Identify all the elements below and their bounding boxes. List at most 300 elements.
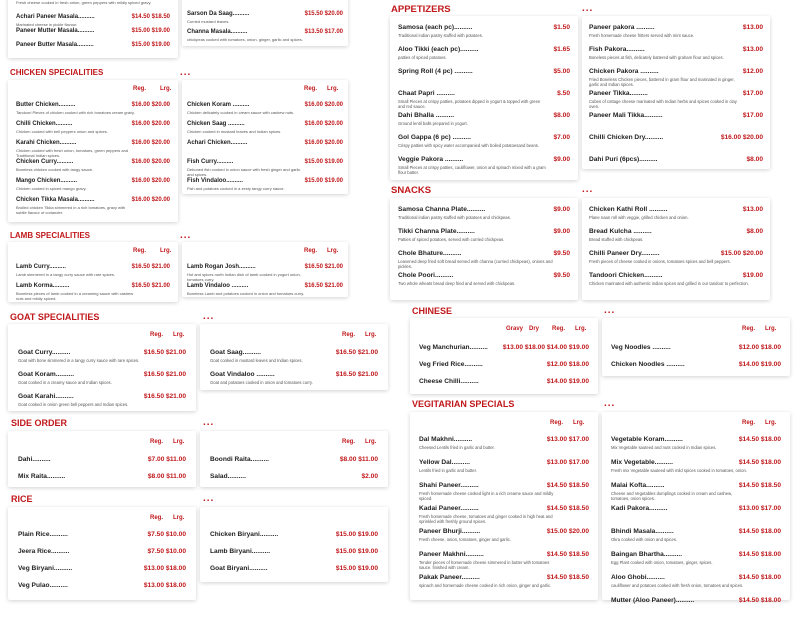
column-header: Reg. <box>150 439 164 445</box>
menu-item-price: $16.00 $20.00 <box>304 140 343 146</box>
menu-item-name: Kadai Paneer.......... <box>419 505 479 512</box>
menu-item[interactable] <box>398 206 570 226</box>
menu-item[interactable] <box>589 134 763 154</box>
menu-item-price: $14.50 $18.00 <box>738 528 781 535</box>
card-lamb-left <box>8 242 178 302</box>
column-header: Lrg. <box>173 332 185 338</box>
menu-item-name: Salad.......... <box>210 473 246 480</box>
menu-item[interactable] <box>18 582 186 597</box>
menu-item-price: $15.00 $19.00 <box>131 28 170 34</box>
column-header: Reg. <box>550 420 564 426</box>
card-lamb-right <box>182 242 348 297</box>
menu-item[interactable] <box>611 482 781 503</box>
menu-item-name: Sarson Da Saag.......... <box>187 11 250 17</box>
menu-item-name: Lamb Korma.......... <box>16 283 70 289</box>
menu-item-name: Achari Chicken.......... <box>187 140 248 146</box>
menu-item[interactable] <box>398 68 570 88</box>
menu-item[interactable] <box>589 250 763 270</box>
menu-item-price: $19.00 <box>742 272 763 279</box>
menu-item-price: $14.50 $18.00 <box>738 597 781 604</box>
column-header: Lrg. <box>327 86 339 92</box>
menu-item-price: $.50 <box>557 90 570 97</box>
menu-item[interactable] <box>187 264 343 281</box>
column-header: Lrg. <box>173 439 185 445</box>
menu-item-price: $14.50 $18.50 <box>546 505 589 512</box>
menu-item-name: Bhindi Masala.......... <box>611 528 674 535</box>
menu-item-name: Aloo Ghobi.......... <box>611 574 665 581</box>
menu-item-name: Mutter (Aloo Paneer).......... <box>611 597 695 604</box>
menu-item-description: Goat cooked in onion green bell peppers and Indian spices. <box>18 402 129 407</box>
menu-item[interactable] <box>398 46 570 66</box>
menu-item-price: $14.50 $18.00 <box>738 459 781 466</box>
menu-item-name: Paneer Tikka.......... <box>589 90 648 97</box>
menu-item-price: $16.50 $21.00 <box>143 349 186 356</box>
menu-item[interactable] <box>16 264 170 281</box>
column-header: Lrg. <box>365 439 377 445</box>
column-header: Lrg. <box>173 515 185 521</box>
menu-item[interactable] <box>419 459 589 480</box>
menu-item-description: Lentils fried in garlic and butter. <box>419 468 477 473</box>
menu-item-description: Crispy patties with spicy water accompanied with boiled potatoesand beans. <box>398 143 540 148</box>
menu-item-description: Mix Vegetable sauteed and nuts cooked in Indian spices. <box>611 445 717 450</box>
menu-item-price: $7.00 <box>553 134 570 141</box>
menu-item-description: patties of spiced potatoes. <box>398 55 447 60</box>
column-header: Lrg. <box>327 248 339 254</box>
menu-item-description: Cheesed Lentils fried in garlic and butter. <box>419 445 495 450</box>
menu-item-description: Okra cooked with onion and spices. <box>611 537 678 542</box>
menu-item-price: $16.50 $21.00 <box>143 371 186 378</box>
menu-item-price: $16.50 $21.00 <box>131 283 170 289</box>
menu-item[interactable] <box>210 349 378 369</box>
menu-item-description: Goat with bone simmered in a tangy curry sauce with rare spices. <box>18 358 140 363</box>
column-header: Lrg. <box>575 326 587 332</box>
menu-item-description: Chicken cooked with fresh onion, tomatoes, green peppers and Traditional Indian spices. <box>16 148 129 158</box>
menu-item-name: Paneer Mali Tikka.......... <box>589 112 663 119</box>
menu-item-name: Chicken Saag .......... <box>187 121 245 127</box>
menu-item-name: Lamb Rogan Josh.......... <box>187 264 256 270</box>
column-header: Dry <box>529 326 540 332</box>
more-dots[interactable]: ... <box>203 417 215 428</box>
section-heading-lamb: LAMB SPECIALITIES <box>10 231 91 240</box>
menu-item-description: Fish and potatoes cooked in a zesty tangy curry sauce. <box>187 186 285 191</box>
menu-item-name: Aloo Tikki (each pc).......... <box>398 46 479 53</box>
menu-item[interactable] <box>398 112 570 132</box>
menu-item-price: $13.00 <box>742 206 763 213</box>
menu-item-name: Veg Biryani.......... <box>18 565 73 572</box>
column-header: Lrg. <box>573 420 585 426</box>
menu-item-price: $16.00 $20.00 <box>131 121 170 127</box>
menu-item-price: $14.50 $18.50 <box>738 482 781 489</box>
menu-item-name: Tikki Channa Plate.......... <box>398 228 475 235</box>
menu-item-name: Dahi Puri (6pcs).......... <box>589 156 658 163</box>
menu-item-description: Fried Boneless Chicken pieces, battered in gram flour and marinated in ginger, garlic and Indian spices. <box>589 77 735 87</box>
section-heading-rice: RICE <box>11 494 33 504</box>
menu-item-price: $16.50 $21.00 <box>335 371 378 378</box>
menu-item-price: $12.00 <box>742 68 763 75</box>
menu-item-price: $1.50 <box>553 24 570 31</box>
menu-item-price: $15.00 $20.00 <box>546 528 589 535</box>
menu-item-description: Traditional indian pastry stuffed with potatoes and chickpeas. <box>398 215 511 220</box>
menu-item[interactable] <box>611 574 781 595</box>
menu-item-name: Paneer Bhurji.......... <box>419 528 481 535</box>
menu-item-description: Fresh homemade cheese, tomatoes and ginger cooked in high heat and sprinkled with freshly ground spices. <box>419 514 553 524</box>
card-appetizers-right <box>582 16 770 169</box>
menu-item[interactable] <box>589 156 763 176</box>
menu-item[interactable] <box>419 482 589 503</box>
menu-item-name: Goat Koram.......... <box>18 371 75 378</box>
menu-item-name: Chicken Biryani.......... <box>210 531 279 538</box>
menu-item-description: Fresh cheese cooked in fresh onion, green peppers with mildly spiced gravy. <box>16 0 152 5</box>
menu-item-name: Goat Curry.......... <box>18 349 71 356</box>
menu-item[interactable] <box>18 531 186 546</box>
menu-item-name: Dahi.......... <box>18 456 51 463</box>
menu-item-name: Paneer Butter Masala.......... <box>16 42 94 48</box>
menu-item-name: Pakak Paneer.......... <box>419 574 480 581</box>
card-chinese-left <box>410 318 598 394</box>
menu-item-name: Veg Fried Rice.......... <box>419 361 483 368</box>
more-dots[interactable]: ... <box>604 398 616 409</box>
menu-item[interactable] <box>398 228 570 248</box>
card-saag-top <box>182 0 348 46</box>
menu-item[interactable] <box>398 24 570 44</box>
menu-item-description: Fresh pieces of cheese cooked in onions, tomatoes spices and bell peppers. <box>589 259 731 264</box>
menu-item[interactable] <box>589 90 763 110</box>
column-header: Reg. <box>342 332 356 338</box>
menu-item[interactable] <box>18 548 186 563</box>
menu-item-description: Broiled chicken Tikka simmered in a rich tomatoes, gravy with subtle flavour of coriander. <box>16 205 126 215</box>
menu-item-description: Two whole wheats bread deep fried and served with chickpeas. <box>398 281 516 286</box>
menu-item-price: $13.00 $18.00 <box>143 582 186 589</box>
menu-item[interactable] <box>419 574 589 595</box>
menu-item-description: chickpeas cooked with tomatoes, onion, ginger, garlic and spices. <box>187 37 303 42</box>
menu-item-name: Veg Noodles .......... <box>611 344 671 351</box>
menu-item[interactable] <box>18 473 186 488</box>
card-snacks-right <box>582 198 770 300</box>
section-heading-chicken: CHICKEN SPECIALITIES <box>10 68 104 77</box>
menu-item[interactable] <box>187 29 343 45</box>
menu-item[interactable] <box>16 159 170 176</box>
menu-item-price: $15.00 $19.00 <box>131 42 170 48</box>
menu-item[interactable] <box>611 436 781 457</box>
menu-item-name: Lamb Curry.......... <box>16 264 66 270</box>
menu-item[interactable] <box>16 42 170 54</box>
menu-item-description: Patties of spiced potatoes, served with curried chickpeas. <box>398 237 505 242</box>
menu-item-price: $15.00 $19.00 <box>335 531 378 538</box>
menu-item[interactable] <box>16 28 170 40</box>
menu-item[interactable] <box>16 14 170 26</box>
menu-item-name: Yellow Dal.......... <box>419 459 470 466</box>
menu-item-price: $14.50 $18.50 <box>546 574 589 581</box>
menu-item-name: Baingan Bhartha.......... <box>611 551 683 558</box>
menu-item-price: $13.00 $18.00 <box>143 565 186 572</box>
menu-item-price: $7.50 $10.00 <box>147 531 186 538</box>
menu-item-name: Chicken Noodles .......... <box>611 361 685 368</box>
more-dots[interactable]: ... <box>582 184 594 195</box>
column-header: Reg. <box>133 248 147 254</box>
menu-item-description: Leavened deep fried soft bread served with channa (curried chickpeas), onions and pickles. <box>398 259 553 269</box>
menu-item-description: Fresh homemade cheese fritters served with mint sauce. <box>589 33 695 38</box>
menu-item-name: Kadi Pakora.......... <box>611 505 668 512</box>
more-dots[interactable]: ... <box>203 311 215 322</box>
menu-item-name: Achari Paneer Masala.......... <box>16 14 95 20</box>
card-side-left <box>8 431 196 487</box>
menu-item-price: $16.50 $21.00 <box>335 349 378 356</box>
menu-item[interactable] <box>398 156 570 176</box>
card-chinese-right <box>602 318 790 376</box>
menu-item-name: Goat Karahi.......... <box>18 393 74 400</box>
menu-item-price: $9.00 <box>553 206 570 213</box>
menu-item-name: Malai Kofta.......... <box>611 482 665 489</box>
menu-item-name: Goat Saag.......... <box>210 349 261 356</box>
menu-item-description: Marinated cheese in pickle flavour. <box>16 22 78 27</box>
card-veg-left <box>410 412 598 600</box>
menu-item[interactable] <box>611 528 781 549</box>
menu-item[interactable] <box>589 272 763 292</box>
menu-item[interactable] <box>398 134 570 154</box>
menu-item-price: $15.00 $20.00 <box>720 250 763 257</box>
menu-item[interactable] <box>16 102 170 119</box>
menu-item[interactable] <box>589 228 763 248</box>
menu-item[interactable] <box>210 371 378 391</box>
menu-item-name: Paneer Makhni.......... <box>419 551 484 558</box>
menu-item[interactable] <box>398 272 570 292</box>
menu-item-name: Fish Pakora.......... <box>589 46 645 53</box>
menu-item-name: Chole Poori.......... <box>398 272 454 279</box>
menu-item[interactable] <box>419 344 589 359</box>
column-header: Lrg. <box>365 332 377 338</box>
menu-item[interactable] <box>611 344 781 359</box>
menu-item-description: Fresh cheese, onion, tomatoes, ginger and garlic. <box>419 537 511 542</box>
menu-item-description: Lamb simmered in a tangy curry sauce with rare spices. <box>16 272 115 277</box>
menu-item-price: $8.00 <box>746 156 763 163</box>
menu-item[interactable] <box>210 548 378 563</box>
column-header: Reg. <box>552 326 566 332</box>
menu-item[interactable] <box>419 528 589 549</box>
menu-item-name: Plain Rice.......... <box>18 531 68 538</box>
menu-item[interactable] <box>419 436 589 457</box>
menu-item-name: Fish Curry.......... <box>187 159 234 165</box>
menu-item-name: Vegetable Koram.......... <box>611 436 683 443</box>
menu-item-name: Samosa (each pc).......... <box>398 24 473 31</box>
menu-item-description: Egg Plant cooked with onion, tomatoes, ginger, spices. <box>611 560 713 565</box>
column-header: Reg. <box>150 515 164 521</box>
column-header: Lrg. <box>765 420 777 426</box>
menu-item-description: cauliflower and potatoes cooked with fresh onion, tomatoes and spices. <box>611 583 744 588</box>
card-appetizers-left <box>390 16 578 180</box>
section-heading-veg: VEGITARIAN SPECIALS <box>412 399 515 409</box>
menu-item[interactable] <box>419 551 589 572</box>
more-dots[interactable]: ... <box>203 493 215 504</box>
menu-item-price: $7.00 $11.00 <box>147 456 186 463</box>
card-side-right <box>200 431 388 487</box>
menu-item[interactable] <box>611 505 781 526</box>
section-heading-goat: GOAT SPECIALITIES <box>10 312 100 322</box>
menu-item[interactable] <box>419 378 589 393</box>
menu-item[interactable] <box>187 121 343 138</box>
menu-item-price: $16.00 $20.00 <box>131 102 170 108</box>
menu-item[interactable] <box>187 102 343 119</box>
menu-item[interactable] <box>398 90 570 110</box>
menu-item-description: Goat cooked in mustard leaves and Indian spices. <box>210 358 303 363</box>
menu-item-name: Samosa Channa Plate.......... <box>398 206 486 213</box>
column-header: Gravy <box>506 326 524 332</box>
menu-item[interactable] <box>16 197 170 214</box>
menu-item[interactable] <box>18 565 186 580</box>
menu-item-name: Veggie Pakora .......... <box>398 156 464 163</box>
menu-item[interactable] <box>187 11 343 27</box>
menu-item-name: Goat Vindaloo .......... <box>210 371 275 378</box>
menu-item-name: Jeera Rice.......... <box>18 548 70 555</box>
column-header: Reg. <box>304 248 318 254</box>
menu-item-price: $5.00 <box>553 68 570 75</box>
menu-item-name: Butter Chicken.......... <box>16 102 76 108</box>
menu-item-price: $14.50 $18.00 <box>738 574 781 581</box>
menu-item-price: $15.50 $20.00 <box>304 11 343 17</box>
menu-item-price: $14.00 $19.00 <box>546 378 589 385</box>
menu-item-description: spinach and homemade cheese cooked in rich onion, ginger and garlic. <box>419 583 552 588</box>
menu-item-name: Chilli Chicken.......... <box>16 121 73 127</box>
menu-item-description: Chicken delicately cooked in cream sauce with cashew nuts. <box>187 110 295 115</box>
menu-item-name: Paneer pakora .......... <box>589 24 655 31</box>
card-goat-left <box>8 324 196 411</box>
card-chicken-left <box>8 80 178 222</box>
menu-item-price: $12.00 $18.00 <box>738 344 781 351</box>
menu-item-description: Boneless pieces at fish, delicately battered with graham flour and spices. <box>589 55 724 60</box>
card-rice-right <box>200 507 388 582</box>
menu-item[interactable] <box>589 112 763 132</box>
menu-item[interactable] <box>16 283 170 300</box>
column-header: Reg. <box>742 420 756 426</box>
menu-item[interactable] <box>611 459 781 480</box>
menu-item-description: Chicken marinated with authentic indian spices and grilled in our tandoor to perfection. <box>589 281 749 286</box>
menu-item-price: $13.00 $18.00 $14.00 $19.00 <box>502 344 589 351</box>
menu-item-description: Fresh homemade cheese cooked light in a rich creame sauce and mildly spiced. <box>419 491 554 501</box>
card-snacks-left <box>390 198 578 300</box>
menu-item-description: Chicken cooked in spiced mango gravy. <box>16 186 87 191</box>
menu-item-name: Channa Masala.......... <box>187 29 248 35</box>
menu-item[interactable] <box>589 24 763 44</box>
menu-item-price: $1.65 <box>553 46 570 53</box>
more-dots[interactable]: ... <box>582 3 594 14</box>
column-header: Reg. <box>742 326 756 332</box>
menu-item[interactable] <box>611 551 781 572</box>
section-heading-appetizers: APPETIZERS <box>391 4 451 15</box>
menu-item-price: $16.00 $20.00 <box>304 121 343 127</box>
menu-item[interactable] <box>419 361 589 376</box>
menu-item-description: Boneless chicken cooked with tangy sauce. <box>16 167 94 172</box>
menu-item-price: $16.50 $21.00 <box>143 393 186 400</box>
more-dots[interactable]: ... <box>604 305 616 316</box>
menu-item-description: Tender pieces of homemade cheese simmered in butter with tomatoes sauce. finished with cream. <box>419 560 550 570</box>
menu-item-price: $16.00 $20.00 <box>131 178 170 184</box>
menu-item-price: $13.00 $17.00 <box>738 505 781 512</box>
menu-item-name: Mix Raita.......... <box>18 473 66 480</box>
menu-item-name: Cheese Chilli.......... <box>419 378 479 385</box>
menu-item-price: $16.50 $21.00 <box>304 283 343 289</box>
more-dots[interactable]: ... <box>180 230 192 241</box>
menu-item[interactable] <box>187 283 343 300</box>
column-header: Lrg. <box>765 326 777 332</box>
menu-item[interactable] <box>589 206 763 226</box>
menu-item-description: Cheese and Vegetables dumplings cooked in cream and cashew, tomatoes, onion spices. <box>611 491 733 501</box>
menu-item-price: $15.00 $19.00 <box>335 548 378 555</box>
menu-item-description: Fresh mix Vegetable sauteed with mild spices cooked in tomatoes, onion. <box>611 468 747 473</box>
menu-item[interactable] <box>187 140 343 157</box>
menu-item-name: Karahi Chicken.......... <box>16 140 77 146</box>
menu-item[interactable] <box>16 121 170 138</box>
menu-item[interactable] <box>210 565 378 580</box>
menu-item-price: $14.50 $18.50 <box>546 551 589 558</box>
menu-item-description: Plane naan roll with veggie, grilled chicken and onion. <box>589 215 689 220</box>
menu-item-name: Paneer Mutter Masala.......... <box>16 28 95 34</box>
more-dots[interactable]: ... <box>180 67 192 78</box>
menu-item-price: $8.00 $11.00 <box>339 456 378 463</box>
menu-item[interactable] <box>210 456 378 471</box>
menu-item-price: $14.50 $18.50 <box>131 14 170 20</box>
menu-item[interactable] <box>419 505 589 526</box>
menu-item[interactable] <box>187 178 343 195</box>
menu-item[interactable] <box>398 250 570 270</box>
menu-item-description: Curried mustard leaves. <box>187 19 230 24</box>
menu-item-name: Chaat Papri .......... <box>398 90 455 97</box>
section-heading-snacks: SNACKS <box>391 185 432 196</box>
menu-item-name: Bread Kulcha .......... <box>589 228 652 235</box>
menu-item-name: Dahi Bhalla .......... <box>398 112 455 119</box>
menu-item-price: $15.00 $19.00 <box>304 178 343 184</box>
card-veg-right <box>602 412 790 604</box>
menu-item-price: $13.00 $17.00 <box>546 459 589 466</box>
menu-item-name: Chicken Pakora .......... <box>589 68 659 75</box>
menu-item[interactable] <box>187 159 343 176</box>
menu-item-price: $16.00 $20.00 <box>131 159 170 165</box>
menu-item-description: Deboned fish cooked in onion sauce with fresh ginger and garlic and spices. <box>187 167 301 177</box>
menu-item-price: $17.00 <box>742 112 763 119</box>
menu-item[interactable] <box>589 68 763 88</box>
menu-item[interactable] <box>16 140 170 157</box>
menu-item[interactable] <box>611 597 781 618</box>
menu-item[interactable] <box>18 393 186 413</box>
menu-item-price: $16.00 $20.00 <box>720 134 763 141</box>
menu-item-price: $14.50 $18.00 <box>738 551 781 558</box>
menu-item-name: Boondi Raita.......... <box>210 456 269 463</box>
column-header: Reg. <box>342 439 356 445</box>
menu-item[interactable] <box>18 371 186 391</box>
menu-item-name: Goat Biryani.......... <box>210 565 268 572</box>
menu-item-name: Lamb Biryani.......... <box>210 548 271 555</box>
card-rice-left <box>8 507 196 600</box>
menu-item-description: Small Pieces at crispy patties, potatoes dipped in yogurt & topped with green and red sauce. <box>398 99 541 109</box>
card-chicken-right <box>182 80 348 194</box>
menu-item-price: $13.00 <box>742 46 763 53</box>
menu-item[interactable] <box>18 456 186 471</box>
menu-item-price: $16.50 $21.00 <box>131 264 170 270</box>
menu-item[interactable] <box>589 46 763 66</box>
menu-item-description: Boneless Lamb and potatoes cooked in onion and tomatoes curry. <box>187 291 305 296</box>
menu-item[interactable] <box>210 531 378 546</box>
menu-item-name: Tandoori Chicken.......... <box>589 272 663 279</box>
menu-item[interactable] <box>16 178 170 195</box>
menu-item[interactable] <box>611 361 781 376</box>
menu-item-price: $13.50 $17.00 <box>304 29 343 35</box>
menu-item[interactable] <box>18 349 186 369</box>
menu-item[interactable] <box>210 473 378 488</box>
section-heading-side: SIDE ORDER <box>11 418 68 428</box>
menu-item-price: $8.00 $11.00 <box>147 473 186 480</box>
menu-item-name: Chicken Kathi Roll .......... <box>589 206 668 213</box>
menu-item-description: Bread stuffed with chickpeas. <box>589 237 644 242</box>
menu-item-price: $9.50 <box>553 272 570 279</box>
column-header: Lrg. <box>160 86 172 92</box>
